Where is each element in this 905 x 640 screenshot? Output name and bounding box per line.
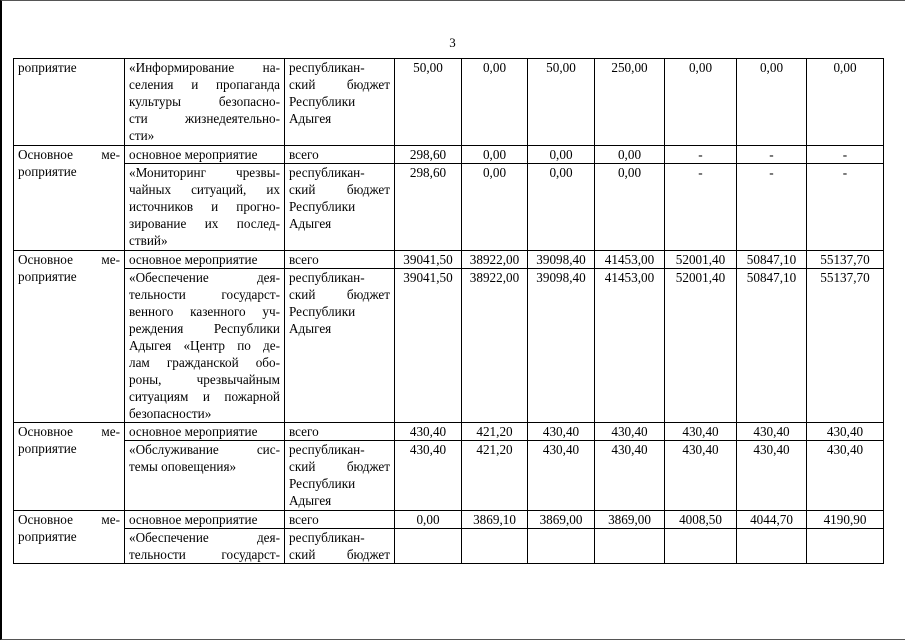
type-word: Основное xyxy=(18,252,73,267)
table-body xyxy=(14,59,884,564)
value-cell: 0,00 xyxy=(807,59,884,146)
value-cell: 298,60 xyxy=(395,146,462,164)
value-cell: 50847,10 xyxy=(737,251,807,269)
value-cell: 0,00 xyxy=(395,511,462,529)
cell-line: ский бюджет xyxy=(289,547,390,562)
name-first-cell: основное мероприятие xyxy=(125,146,285,164)
table-row xyxy=(14,146,884,164)
type-word: ме- xyxy=(101,147,120,162)
value-cell xyxy=(528,529,595,564)
cell-line: ствий» xyxy=(129,233,168,248)
table-row xyxy=(14,511,884,529)
cell-line: Адыгея «Центр по де- xyxy=(129,338,280,353)
value-cell: 38922,00 xyxy=(462,269,528,423)
cell-line: безопасности» xyxy=(129,406,212,421)
name-first-cell: основное мероприятие xyxy=(125,423,285,441)
source-cell xyxy=(285,59,395,146)
type-first-line xyxy=(18,511,120,528)
total-label-cell: всего xyxy=(285,511,395,529)
cell-line: Республики xyxy=(289,304,356,319)
cell-line: республикан- xyxy=(289,530,365,545)
type-word: роприятие xyxy=(18,441,77,456)
value-cell: 0,00 xyxy=(737,59,807,146)
cell-line: зирование их послед- xyxy=(129,216,280,231)
value-cell: 52001,40 xyxy=(665,251,737,269)
cell-line: селения и пропаганда xyxy=(129,77,280,92)
value-cell: 3869,00 xyxy=(595,511,665,529)
name-first-cell: основное мероприятие xyxy=(125,251,285,269)
value-cell: 4008,50 xyxy=(665,511,737,529)
table-row xyxy=(14,529,884,564)
type-first-line xyxy=(18,423,120,440)
type-word: роприятие xyxy=(18,164,77,179)
value-cell: 0,00 xyxy=(528,146,595,164)
value-cell xyxy=(665,529,737,564)
cell-line: тельности государст- xyxy=(129,287,280,302)
cell-line: сти жизнедеятельно- xyxy=(129,111,280,126)
table-row xyxy=(14,441,884,511)
cell-line: «Обслуживание сис- xyxy=(129,442,280,457)
cell-line: тельности государст- xyxy=(129,547,280,562)
cell-line: источников и прогно- xyxy=(129,199,280,214)
name-cell xyxy=(125,269,285,423)
value-cell: 41453,00 xyxy=(595,251,665,269)
value-cell: 430,40 xyxy=(595,441,665,511)
value-cell: 250,00 xyxy=(595,59,665,146)
value-cell: 0,00 xyxy=(462,164,528,251)
cell-line: «Обеспечение дея- xyxy=(129,530,280,545)
cell-line: республикан- xyxy=(289,60,365,75)
type-cell xyxy=(14,146,125,251)
type-word: ме- xyxy=(101,512,120,527)
total-label-cell: всего xyxy=(285,251,395,269)
value-cell: 39041,50 xyxy=(395,269,462,423)
value-cell: 430,40 xyxy=(528,441,595,511)
table-row xyxy=(14,164,884,251)
value-cell: 430,40 xyxy=(737,441,807,511)
value-cell: 50,00 xyxy=(395,59,462,146)
value-cell: 39098,40 xyxy=(528,251,595,269)
cell-line: Республики xyxy=(289,476,356,491)
value-cell: - xyxy=(807,164,884,251)
type-word: Основное xyxy=(18,147,73,162)
cell-line: Адыгея xyxy=(289,321,332,336)
total-label-cell: всего xyxy=(285,423,395,441)
source-cell xyxy=(285,164,395,251)
cell-line: «Информирование на- xyxy=(129,60,280,75)
value-cell: 50,00 xyxy=(528,59,595,146)
name-first-cell: основное мероприятие xyxy=(125,511,285,529)
table-row xyxy=(14,423,884,441)
value-cell: 430,40 xyxy=(395,441,462,511)
cell-line: ский бюджет xyxy=(289,77,390,92)
type-first-line xyxy=(18,146,120,163)
value-cell: 430,40 xyxy=(665,423,737,441)
value-cell: 38922,00 xyxy=(462,251,528,269)
cell-line: чайных ситуаций, их xyxy=(129,182,280,197)
value-cell: 0,00 xyxy=(462,146,528,164)
cell-line: ский бюджет xyxy=(289,287,390,302)
table-row xyxy=(14,269,884,423)
cell-line: реждения Республики xyxy=(129,321,280,336)
value-cell: 430,40 xyxy=(528,423,595,441)
value-cell: 0,00 xyxy=(595,164,665,251)
type-word: роприятие xyxy=(18,529,77,544)
value-cell xyxy=(395,529,462,564)
value-cell: 0,00 xyxy=(462,59,528,146)
table-row xyxy=(14,251,884,269)
source-cell xyxy=(285,441,395,511)
value-cell xyxy=(595,529,665,564)
value-cell: 41453,00 xyxy=(595,269,665,423)
value-cell: 430,40 xyxy=(807,423,884,441)
value-cell: 421,20 xyxy=(462,423,528,441)
type-word: ме- xyxy=(101,252,120,267)
type-cell xyxy=(14,511,125,564)
cell-line: лам гражданской обо- xyxy=(129,355,280,370)
value-cell: 39098,40 xyxy=(528,269,595,423)
value-cell: 430,40 xyxy=(665,441,737,511)
cell-line: Адыгея xyxy=(289,111,332,126)
value-cell: 0,00 xyxy=(595,146,665,164)
cell-line: республикан- xyxy=(289,442,365,457)
cell-line: ский бюджет xyxy=(289,182,390,197)
cell-line: роны, чрезвычайным xyxy=(129,372,280,387)
value-cell: 430,40 xyxy=(595,423,665,441)
source-cell xyxy=(285,269,395,423)
value-cell: 3869,00 xyxy=(528,511,595,529)
cell-line: ский бюджет xyxy=(289,459,390,474)
name-cell xyxy=(125,59,285,146)
cell-line: Республики xyxy=(289,199,356,214)
type-first-line xyxy=(18,251,120,268)
cell-line: Адыгея xyxy=(289,216,332,231)
cell-line: Адыгея xyxy=(289,493,332,508)
budget-table xyxy=(13,58,884,564)
cell-line: «Мониторинг чрезвы- xyxy=(129,165,280,180)
value-cell xyxy=(737,529,807,564)
value-cell: - xyxy=(665,146,737,164)
type-word: роприятие xyxy=(18,269,77,284)
type-word: Основное xyxy=(18,424,73,439)
cell-line: культуры безопасно- xyxy=(129,94,280,109)
value-cell: 55137,70 xyxy=(807,251,884,269)
value-cell: 39041,50 xyxy=(395,251,462,269)
value-cell: - xyxy=(665,164,737,251)
page-number: 3 xyxy=(449,35,456,50)
value-cell: 430,40 xyxy=(807,441,884,511)
value-cell xyxy=(462,529,528,564)
value-cell: 50847,10 xyxy=(737,269,807,423)
type-cell xyxy=(14,423,125,511)
value-cell: 0,00 xyxy=(665,59,737,146)
cell-line: «Обеспечение дея- xyxy=(129,270,280,285)
value-cell: 52001,40 xyxy=(665,269,737,423)
name-cell xyxy=(125,164,285,251)
cell-line: венного казенного уч- xyxy=(129,304,280,319)
value-cell: - xyxy=(737,146,807,164)
cell-line: республикан- xyxy=(289,270,365,285)
value-cell xyxy=(807,529,884,564)
cell-line: ситуациям и пожарной xyxy=(129,389,280,404)
value-cell: 0,00 xyxy=(528,164,595,251)
name-cell xyxy=(125,441,285,511)
value-cell: 298,60 xyxy=(395,164,462,251)
value-cell: 55137,70 xyxy=(807,269,884,423)
value-cell: - xyxy=(737,164,807,251)
table-row xyxy=(14,59,884,146)
value-cell: 4044,70 xyxy=(737,511,807,529)
source-cell xyxy=(285,529,395,564)
total-label-cell: всего xyxy=(285,146,395,164)
type-word: Основное xyxy=(18,512,73,527)
value-cell: 3869,10 xyxy=(462,511,528,529)
value-cell: 421,20 xyxy=(462,441,528,511)
type-cell xyxy=(14,251,125,423)
value-cell: - xyxy=(807,146,884,164)
name-cell xyxy=(125,529,285,564)
value-cell: 4190,90 xyxy=(807,511,884,529)
cell-line: республикан- xyxy=(289,165,365,180)
value-cell: 430,40 xyxy=(395,423,462,441)
cell-line: роприятие xyxy=(18,60,77,75)
cell-line: сти» xyxy=(129,128,155,143)
cell-line: Республики xyxy=(289,94,356,109)
value-cell: 430,40 xyxy=(737,423,807,441)
type-cell xyxy=(14,59,125,146)
type-word: ме- xyxy=(101,424,120,439)
cell-line: темы оповещения» xyxy=(129,459,237,474)
